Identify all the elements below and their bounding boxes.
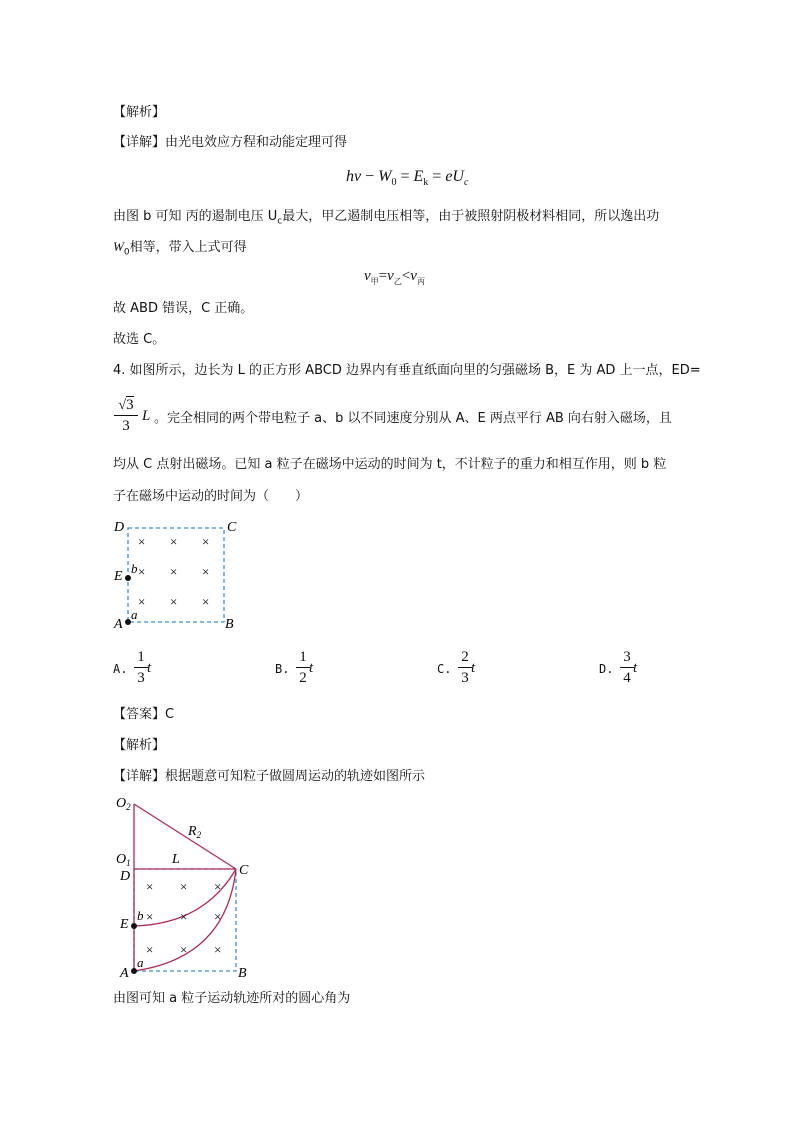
label-A: A bbox=[120, 966, 129, 981]
field-x: × bbox=[180, 879, 188, 894]
option-D-t: t bbox=[633, 660, 638, 676]
label-a: a bbox=[131, 607, 138, 622]
label-B: B bbox=[225, 617, 234, 632]
field-x: × bbox=[170, 594, 178, 609]
option-A-label[interactable]: A. bbox=[113, 662, 128, 676]
label-D: D bbox=[114, 520, 125, 535]
photoelectric-equation: $h\nu - W_0 = E_k = eU_c$ bbox=[346, 168, 469, 189]
label-O2: $O_2$ bbox=[116, 796, 131, 812]
field-x: × bbox=[202, 564, 210, 579]
label-C: C bbox=[239, 863, 249, 878]
conclusion-text: 故 ABD 错误，C 正确。 bbox=[113, 301, 254, 316]
question-4-line-3: 均从 C 点射出磁场。已知 a 粒子在磁场中运动的时间为 t，不计粒子的重力和相互作用，则 b 粒 bbox=[113, 457, 667, 472]
trajectory-figure bbox=[108, 790, 268, 990]
point-E bbox=[125, 575, 131, 581]
label-B: B bbox=[238, 966, 247, 981]
choice-text-1: 故选 C。 bbox=[113, 332, 166, 347]
label-R2: $R_2$ bbox=[188, 824, 202, 840]
w0-text: $W_0$相等，带入上式可得 bbox=[113, 239, 247, 258]
radius-R2 bbox=[134, 804, 236, 869]
label-E: E bbox=[120, 917, 129, 932]
graph-b-text: 由图 b 可知 丙的遏制电压 $U_c$最大，甲乙遏制电压相等，由于被照射阴极材料相同，所以逸出功 bbox=[113, 209, 660, 227]
field-x: × bbox=[202, 594, 210, 609]
option-B-label[interactable]: B. bbox=[275, 662, 290, 676]
field-x: × bbox=[138, 564, 146, 579]
label-b: b bbox=[137, 908, 144, 923]
label-C: C bbox=[227, 520, 237, 535]
detail-intro-1: 【详解】由光电效应方程和动能定理可得 bbox=[113, 135, 348, 150]
label-D: D bbox=[120, 869, 131, 884]
final-sentence: 由图可知 a 粒子运动轨迹所对的圆心角为 bbox=[113, 991, 351, 1006]
field-x: × bbox=[202, 534, 210, 549]
answer-text: 【答案】C bbox=[113, 707, 175, 722]
field-x: × bbox=[180, 909, 188, 924]
field-x: × bbox=[138, 534, 146, 549]
option-D-fraction: 3 4 bbox=[620, 648, 634, 687]
point-A bbox=[125, 619, 131, 625]
field-x: × bbox=[214, 879, 222, 894]
option-C-fraction: 2 3 bbox=[458, 648, 472, 687]
question-4-line-2: 。完全相同的两个带电粒子 a、b 以不同速度分别从 A、E 两点平行 AB 向右射入磁场，且 bbox=[154, 411, 672, 426]
L-variable: L bbox=[142, 408, 151, 424]
point-E bbox=[131, 923, 137, 929]
option-A-t: t bbox=[147, 660, 152, 676]
label-b: b bbox=[131, 561, 138, 576]
field-x: × bbox=[146, 942, 154, 957]
field-x: × bbox=[214, 909, 222, 924]
field-x: × bbox=[138, 594, 146, 609]
analysis-heading-2: 【解析】 bbox=[113, 738, 166, 753]
label-A: A bbox=[114, 617, 123, 632]
sqrt3-over-3-fraction: √3 3 bbox=[114, 396, 138, 435]
field-x: × bbox=[170, 534, 178, 549]
square-field-figure bbox=[108, 516, 248, 634]
label-O1: $O_1$ bbox=[116, 852, 131, 868]
question-4-line-4: 子在磁场中运动的时间为（ ） bbox=[113, 489, 309, 504]
option-D-label[interactable]: D. bbox=[599, 662, 614, 676]
label-E: E bbox=[114, 569, 123, 584]
frequency-inequality: $\nu_甲=\nu_乙<\nu_丙$ bbox=[364, 268, 425, 286]
field-x: × bbox=[214, 942, 222, 957]
field-x: × bbox=[146, 879, 154, 894]
label-a: a bbox=[137, 955, 144, 970]
question-4-line-1: 4. 如图所示，边长为 L 的正方形 ABCD 边界内有垂直纸面向里的匀强磁场 B，E 为 AD 上一点，ED= bbox=[113, 363, 701, 378]
analysis-heading-1: 【解析】 bbox=[113, 105, 166, 120]
option-C-t: t bbox=[471, 660, 476, 676]
field-x: × bbox=[180, 942, 188, 957]
option-C-label[interactable]: C. bbox=[437, 662, 452, 676]
detail-intro-2: 【详解】根据题意可知粒子做圆周运动的轨迹如图所示 bbox=[113, 769, 426, 784]
field-x: × bbox=[170, 564, 178, 579]
option-B-t: t bbox=[309, 660, 314, 676]
label-L: L bbox=[172, 852, 180, 867]
field-x: × bbox=[146, 909, 154, 924]
option-A-fraction: 1 3 bbox=[134, 648, 148, 687]
option-B-fraction: 1 2 bbox=[296, 648, 310, 687]
